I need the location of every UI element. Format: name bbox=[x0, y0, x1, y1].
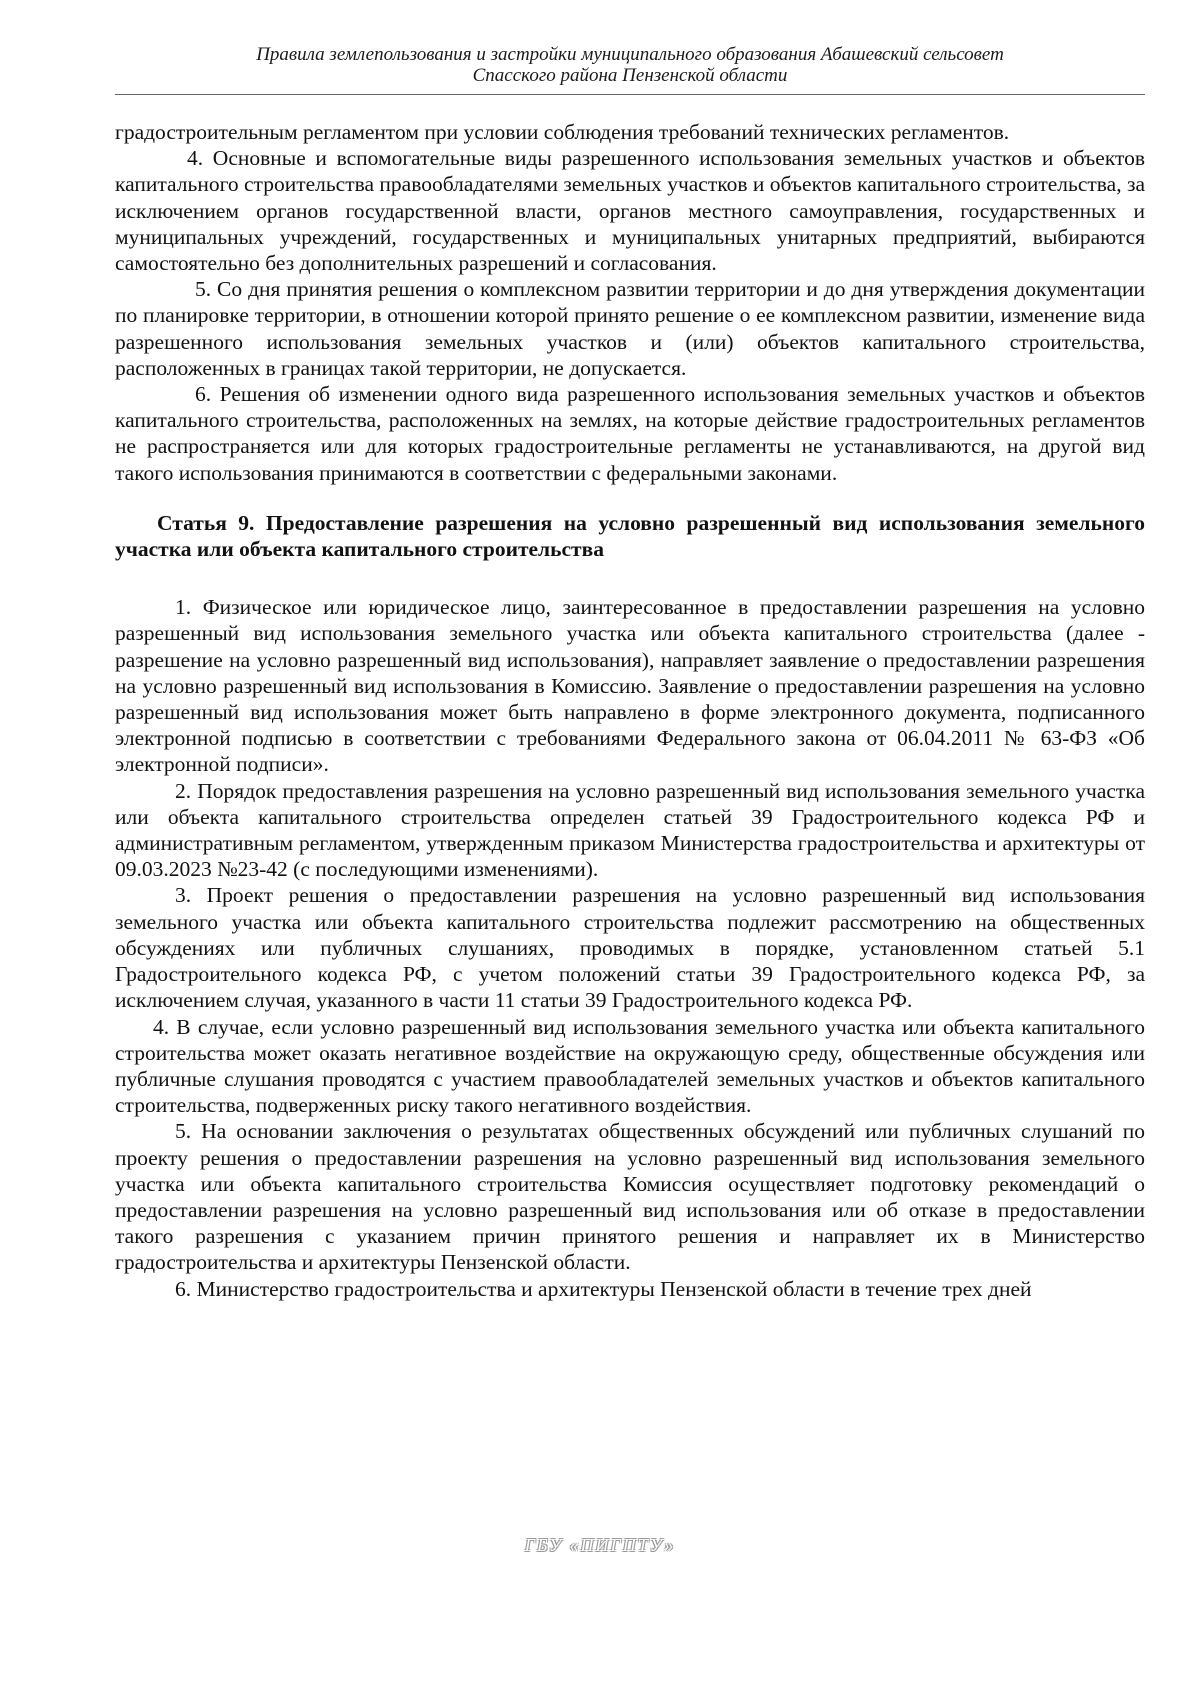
spacer bbox=[115, 562, 1145, 594]
article-paragraph-3: 3. Проект решения о предоставлении разрешения на условно разрешенный вид использования земельного участка или объекта капитального строительства подлежит рассмотрению на общественных обсуждениях или публичных слушаниях, проводимых в порядке, установленном статьей 5.1 Градостроительного кодекса РФ, с учетом положений статьи 39 Градостроительного кодекса РФ, за исключением случая, указанного в части 11 статьи 39 Градостроительного кодекса РФ. bbox=[115, 883, 1145, 1013]
footer-watermark: ГБУ «ПИГПТУ» bbox=[524, 1535, 676, 1555]
paragraph-item-6: 6. Решения об изменении одного вида разрешенного использования земельных участков и объектов капитального строительства, расположенных на землях, на которые действие градостроительных регламентов не распространяется или для которых градостроительные регламенты не устанавливаются, на другой вид такого использования принимаются в соответствии с федеральными законами. bbox=[115, 382, 1145, 485]
article-paragraph-5: 5. На основании заключения о результатах общественных обсуждений или публичных слушаний по проекту решения о предоставлении разрешения на условно разрешенный вид использования земельного участка или объекта капитального строительства Комиссия осуществляет подготовку рекомендаций о предоставлении разрешения на условно разрешенный вид использования или об отказе в предоставлении такого разрешения с указанием причин принятого решения и направляет их в Министерство градостроительства и архитектуры Пензенской области. bbox=[115, 1119, 1145, 1275]
article-paragraph-6: 6. Министерство градостроительства и архитектуры Пензенской области в течение трех дней bbox=[175, 1276, 1032, 1301]
header-line-2: Спасского района Пензенской области bbox=[472, 65, 788, 86]
spacer bbox=[115, 486, 1145, 510]
running-header bbox=[115, 44, 1145, 86]
paragraph-item-4: 4. Основные и вспомогательные виды разрешенного использования земельных участков и объектов капитального строительства правообладателями земельных участков и объектов капитального строительства, за исключением органов государственной власти, органов местного самоуправления, государственных и муниципальных учреждений, государственных и муниципальных унитарных предприятий, выбираются самостоятельно без дополнительных разрешений и согласования. bbox=[115, 146, 1145, 276]
paragraph-item-5: 5. Со дня принятия решения о комплексном развитии территории и до дня утверждения документации по планировке территории, в отношении которой принято решение о ее комплексном развитии, изменение вида разрешенного использования земельных участков и (или) объектов капитального строительства, расположенных в границах такой территории, не допускается. bbox=[115, 277, 1145, 380]
article-paragraph-2: 2. Порядок предоставления разрешения на условно разрешенный вид использования земельного участка или объекта капитального строительства определен статьей 39 Градостроительного кодекса РФ и административным регламентом, утвержденным приказом Министерства градостроительства и архитектуры от 09.03.2023 №23-42 (с последующими изменениями). bbox=[115, 778, 1145, 882]
header-divider bbox=[115, 94, 1145, 95]
header-line-1: Правила землепользования и застройки муниципального образования Абашевский сельсовет bbox=[256, 44, 1004, 65]
document-body bbox=[115, 119, 1145, 1302]
article-heading: Статья 9. Предоставление разрешения на условно разрешенный вид использования земельного участка или объекта капитального строительства bbox=[115, 510, 1145, 562]
article-paragraph-1: 1. Физическое или юридическое лицо, заинтересованное в предоставлении разрешения на условно разрешенный вид использования земельного участка или объекта капитального строительства (далее - разрешение на условно разрешенный вид использования), направляет заявление о предоставлении разрешения на условно разрешенный вид использования в Комиссию. Заявление о предоставлении разрешения на условно разрешенный вид использования может быть направлено в форме электронного документа, подписанного электронной подписью в соответствии с требованиями Федерального закона от 06.04.2011 № 63-ФЗ «Об электронной подписи». bbox=[115, 595, 1145, 777]
article-paragraph-4: 4. В случае, если условно разрешенный вид использования земельного участка или объекта капитального строительства может оказать негативное воздействие на окружающую среду, общественные обсуждения или публичные слушания проводятся с участием правообладателей земельных участков и объектов капитального строительства, подверженных риску такого негативного воздействия. bbox=[115, 1014, 1145, 1118]
paragraph-continuation: градостроительным регламентом при условии соблюдения требований технических регламентов. bbox=[115, 120, 1010, 144]
